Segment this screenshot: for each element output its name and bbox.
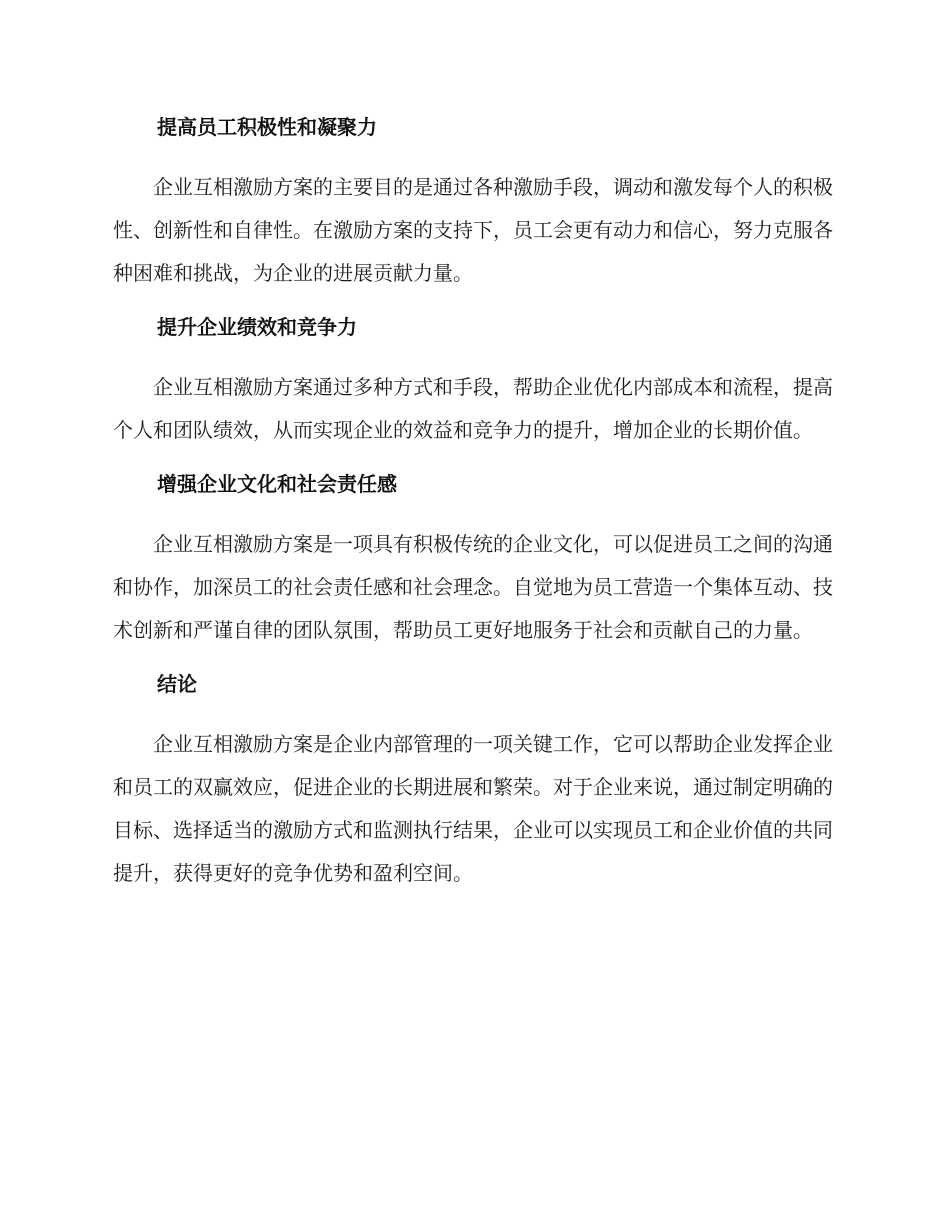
section-paragraph-motivation: 企业互相激励方案的主要目的是通过各种激励手段，调动和激发每个人的积极性、创新性和自律性。在激励方案的支持下，员工会更有动力和信心，努力克服各种困难和挑战，为企业的进展贡献力量。: [113, 175, 833, 285]
section-paragraph-culture: 企业互相激励方案是一项具有积极传统的企业文化，可以促进员工之间的沟通和协作，加深员工的社会责任感和社会理念。自觉地为员工营造一个集体互动、技术创新和严谨自律的团队氛围，帮助员工更好地服务于社会和贡献自己的力量。: [113, 532, 833, 642]
section-paragraph-conclusion: 企业互相激励方案是企业内部管理的一项关键工作，它可以帮助企业发挥企业和员工的双赢效应，促进企业的长期进展和繁荣。对于企业来说，通过制定明确的目标、选择适当的激励方式和监测执行结果，企业可以实现员工和企业价值的共同提升，获得更好的竞争优势和盈利空间。: [113, 732, 833, 885]
section-heading-motivation: 提高员工积极性和凝聚力: [157, 115, 377, 139]
section-paragraph-performance: 企业互相激励方案通过多种方式和手段，帮助企业优化内部成本和流程，提高个人和团队绩效，从而实现企业的效益和竞争力的提升，增加企业的长期价值。: [113, 375, 833, 442]
document-body: [113, 111, 833, 895]
section-heading-conclusion: 结论: [157, 672, 197, 696]
section-heading-culture: 增强企业文化和社会责任感: [157, 472, 397, 496]
section-heading-performance: 提升企业绩效和竞争力: [157, 315, 357, 339]
